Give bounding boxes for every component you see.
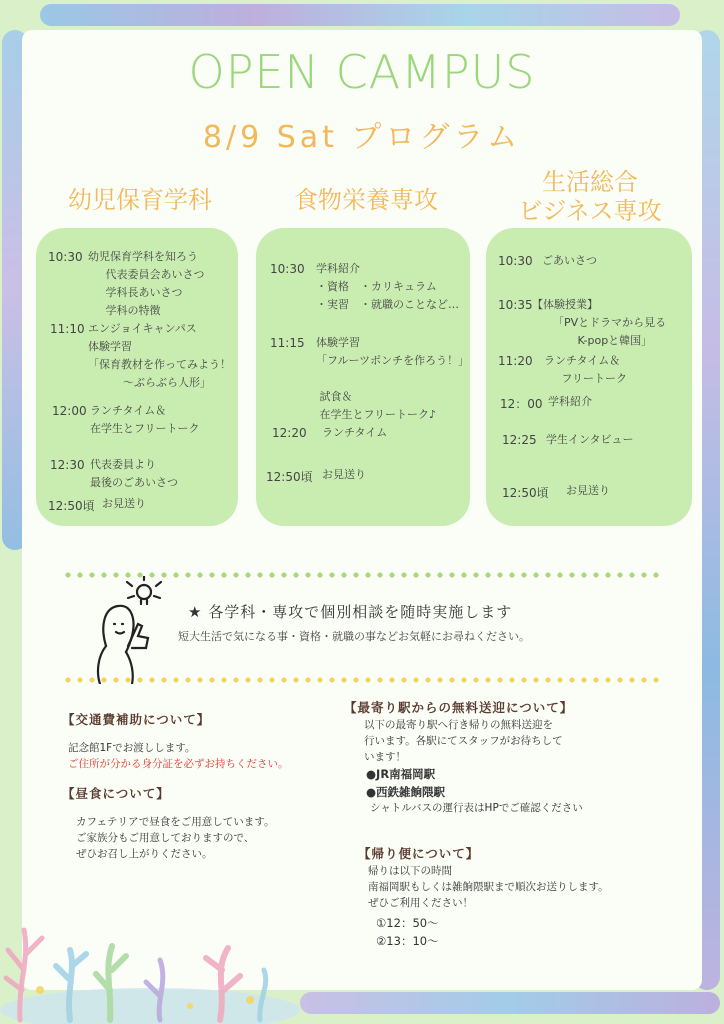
- schedule-activity: 幼児保育学科を知ろう 代表委員会あいさつ 学科長あいさつ 学科の特徴: [88, 250, 205, 317]
- dept-name: 幼児保育学科: [68, 186, 212, 214]
- schedule-time: 12:50頃: [48, 499, 95, 513]
- schedule-activity: ランチタイム＆ 在学生とフリートーク: [90, 404, 200, 435]
- dotted-divider: [62, 677, 662, 683]
- transport-heading: 【交通費補助について】: [62, 712, 211, 727]
- ribbon-top: [40, 4, 680, 26]
- schedule-card-nutrition: [256, 228, 470, 526]
- dept-heading-nutrition: [266, 186, 466, 215]
- page-subtitle: 8/9 Sat プログラム: [202, 120, 522, 155]
- transport-id-note: ご住所が分かる身分証を必ずお持ちください。: [68, 758, 289, 770]
- schedule-time: 12:25: [502, 433, 537, 447]
- return-time-1: ①12：50～: [376, 916, 439, 930]
- schedule-time: 10:30: [48, 250, 83, 264]
- schedule-time: 11:20: [498, 354, 533, 368]
- schedule-time: 12:20: [272, 426, 307, 440]
- schedule-time: 12:50頃: [502, 486, 549, 500]
- coral-decoration: [0, 850, 300, 1024]
- dept-heading-childcare: [40, 186, 240, 215]
- schedule-time: 10:30: [270, 262, 305, 276]
- dept-name: 食物栄養専攻: [294, 186, 438, 214]
- dept-heading-business: [490, 168, 690, 226]
- schedule-time: 10:30: [498, 254, 533, 268]
- schedule-card-childcare: [36, 228, 238, 526]
- schedule-activity: お見送り: [102, 497, 146, 510]
- schedule-time: 11:15: [270, 336, 305, 350]
- lunch-body: カフェテリアで昼食をご用意しています。 ご家族分もご用意しておりますので、 ぜひお召し上がりください。: [76, 816, 275, 860]
- schedule-time: 12:00: [52, 404, 87, 418]
- station-nishitetsu: ●西鉄雑餉隈駅: [366, 785, 446, 799]
- schedule-activity: 体験学習 「フルーツポンチを作ろう！」 試食＆ 在学生とフリートーク♪: [316, 336, 470, 421]
- schedule-activity: 学生インタビュー: [546, 433, 634, 446]
- lunch-heading: 【昼食について】: [62, 786, 170, 801]
- schedule-activity: ごあいさつ: [542, 254, 597, 267]
- dept-name-line2: ビジネス専攻: [518, 197, 662, 225]
- consultation-subline: 短大生活で気になる事・資格・就職の事などお気軽にお尋ねください。: [178, 630, 530, 643]
- schedule-activity: お見送り: [322, 468, 366, 481]
- schedule-activity: ランチタイム: [322, 426, 388, 439]
- idea-person-illustration: [92, 576, 172, 684]
- ribbon-bottom: [300, 992, 720, 1014]
- schedule-time: 12：00: [500, 397, 543, 411]
- schedule-card-business: [486, 228, 692, 526]
- schedule-activity: お見送り: [566, 484, 610, 497]
- shuttle-note: シャトルバスの運行表はHPでご確認ください: [370, 802, 583, 814]
- schedule-activity: エンジョイキャンパス 体験学習 「保育教材を作ってみよう！ ～ぶらぶら人形」: [88, 322, 231, 389]
- schedule-activity: 学科紹介 ・資格 ・カリキュラム ・実習 ・就職のことなど…: [316, 262, 459, 311]
- shuttle-heading: 【最寄り駅からの無料送迎について】: [344, 700, 574, 715]
- consultation-headline: ★ 各学科・専攻で個別相談を随時実施します: [188, 603, 513, 621]
- schedule-activity: 代表委員より 最後のごあいさつ: [90, 458, 178, 489]
- schedule-time: 10:35: [498, 298, 533, 312]
- schedule-activity: ランチタイム＆ フリートーク: [544, 354, 628, 385]
- station-jr: ●JR南福岡駅: [366, 767, 436, 781]
- schedule-time: 12:30: [50, 458, 85, 472]
- schedule-activity: 学科紹介: [548, 395, 592, 408]
- schedule-time: 11:10: [50, 322, 85, 336]
- transport-line: 記念館1Fでお渡しします。: [68, 742, 196, 754]
- schedule-activity: 【体験授業】 「PVとドラマから見る K-popと韓国」: [532, 298, 667, 347]
- return-heading: 【帰り便について】: [358, 846, 480, 861]
- return-body: 帰りは以下の時間 南福岡駅もしくは雑餉隈駅まで順次お送りします。 ぜひご利用ください！: [368, 865, 609, 909]
- shuttle-body: 以下の最寄り駅へ行き帰りの無料送迎を 行います。各駅にてスタッフがお待ちして います！: [364, 719, 563, 763]
- page-title: OPEN CAMPUS: [188, 45, 536, 99]
- schedule-time: 12:50頃: [266, 470, 313, 484]
- return-time-2: ②13：10～: [376, 934, 439, 948]
- dept-name: 生活総合: [542, 168, 638, 196]
